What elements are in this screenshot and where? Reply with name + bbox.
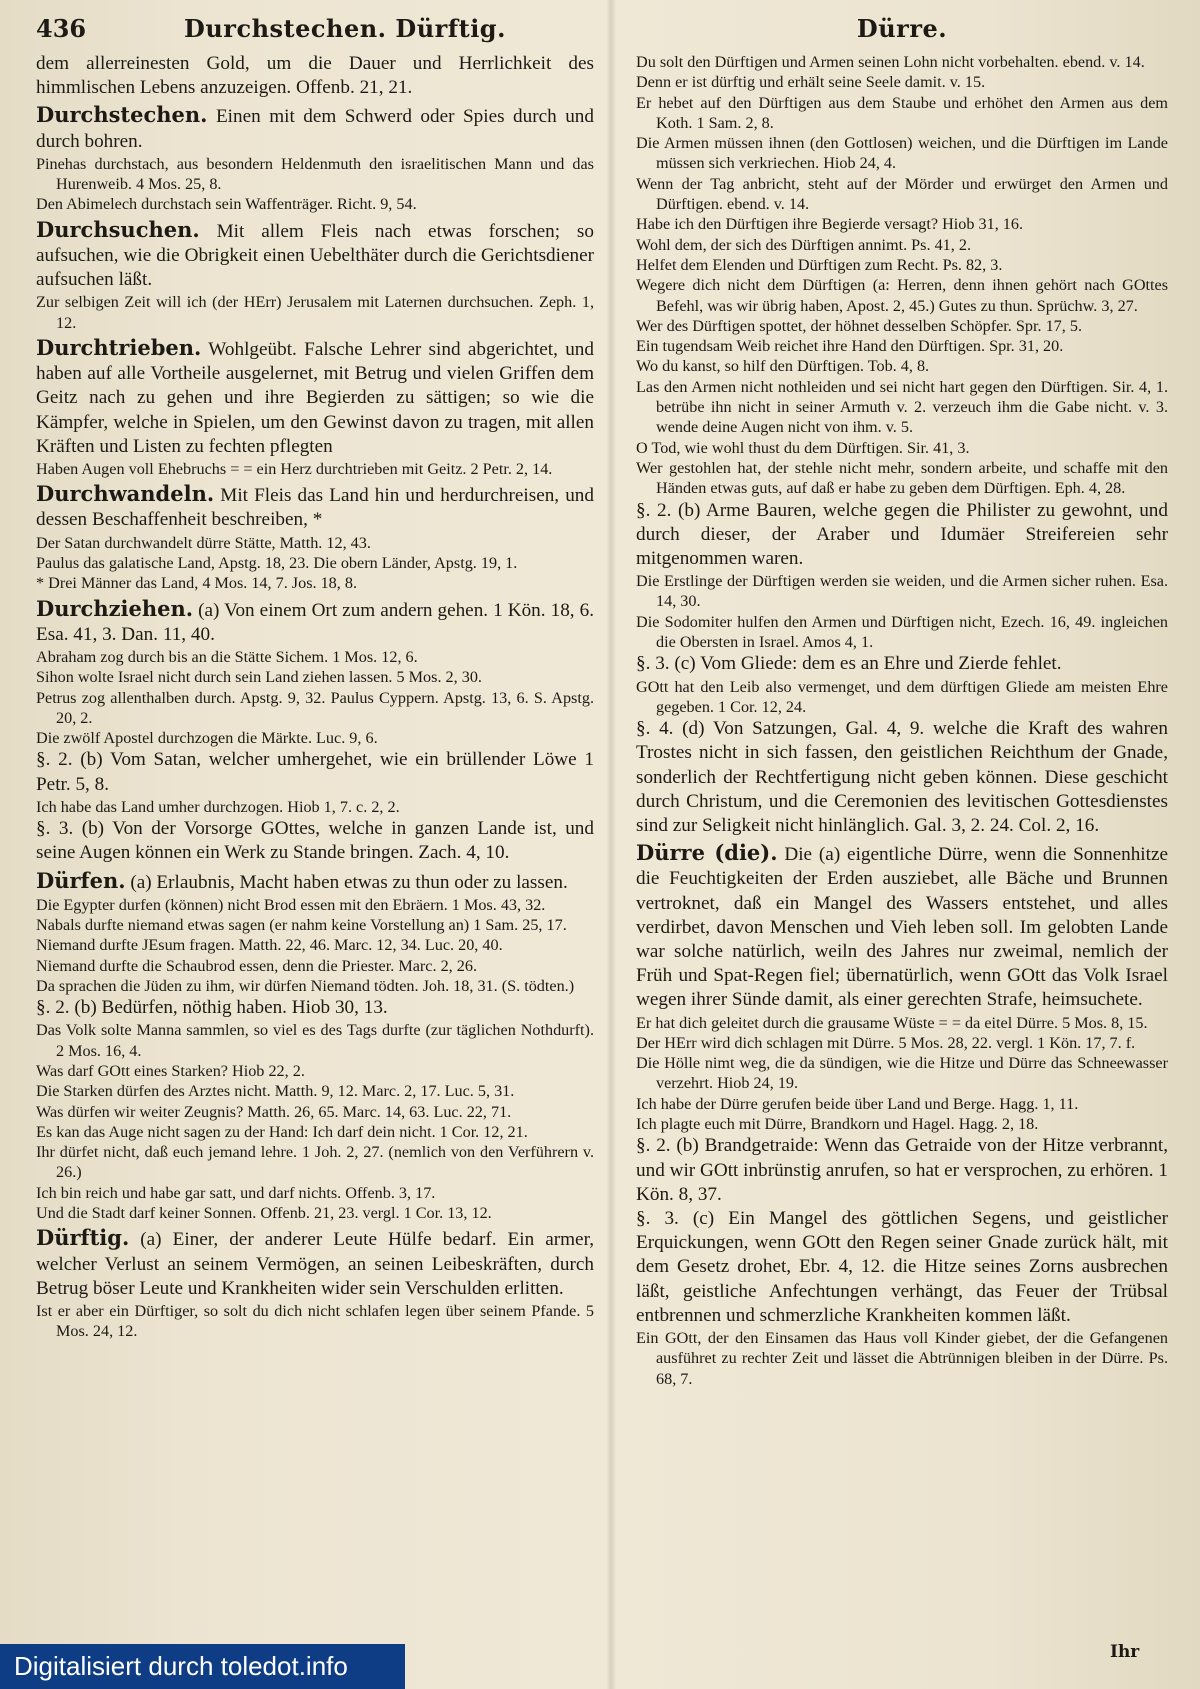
right-running-head: Dürre. bbox=[856, 14, 948, 43]
entry-paragraph: §. 4. (d) Von Satzungen, Gal. 4, 9. welche die Kraft des wahren Trostes nicht in sich fassen, den geistlichen Reichthum der Gnade, sonderlich der Rechtfertigung nicht geben können. Diese geschicht durch Christum, und die Ceremonien des levitischen Gottesdienstes sind zur Seligkeit nicht hinlänglich. Gal. 3, 2. 24. Col. 2, 16. bbox=[636, 718, 1168, 836]
citation-line: Denn er ist dürftig und erhält seine Seele damit. v. 15. bbox=[636, 73, 986, 92]
left-column bbox=[36, 10, 594, 1342]
citation-line: Was dürfen wir weiter Zeugnis? Matth. 26, 65. Marc. 14, 63. Luc. 22, 71. bbox=[36, 1102, 512, 1121]
right-page-header bbox=[636, 10, 1168, 52]
citation-line: Er hat dich geleitet durch die grausame Wüste = = da eitel Dürre. 5 Mos. 8, 15. bbox=[636, 1013, 1148, 1032]
entry-definition: (a) Erlaubnis, Macht haben etwas zu thun oder zu lassen. bbox=[125, 871, 568, 893]
citation-line: Wegere dich nicht dem Dürftigen (a: Herren, denn ihnen gehört nach GOttes Befehl, was wir übrig haben, Apost. 2, 45.) Gutes zu thun. Sprüchw. 3, 27. bbox=[636, 276, 1168, 315]
dictionary-entry bbox=[636, 841, 1168, 1012]
citation-line: Die Starken dürfen des Arztes nicht. Matth. 9, 12. Marc. 2, 17. Luc. 5, 31. bbox=[36, 1082, 515, 1101]
entry-paragraph: §. 2. (b) Brandgetraide: Wenn das Getraide von der Hitze verbrannt, und wir GOtt inbrünstig anrufen, so hat er versprochen, zu erhören. 1 Kön. 8, 37. bbox=[636, 1135, 1168, 1205]
citation-line: Ist er aber ein Dürftiger, so solt du dich nicht schlafen legen über seinem Pfande. 5 Mos. 24, 12. bbox=[36, 1301, 594, 1341]
citation-line: Niemand durfte JEsum fragen. Matth. 22, 46. Marc. 12, 34. Luc. 20, 40. bbox=[36, 936, 503, 955]
citation-line: Habe ich den Dürftigen ihre Begierde versagt? Hiob 31, 16. bbox=[636, 215, 1024, 234]
citation-line: Wer gestohlen hat, der stehle nicht mehr, sondern arbeite, und schaffe mit den Händen etwas guts, auf daß er habe zu geben dem Dürftigen. Eph. 4, 28. bbox=[636, 458, 1168, 498]
citation-line: Der Satan durchwandelt dürre Stätte, Matth. 12, 43. bbox=[36, 533, 371, 552]
entry-definition: Wohlgeübt. Falsche Lehrer sind abgerichtet, und haben auf alle Vortheile ausgelernet, mit Betrug und vielen Griffen dem Geitz nach zu gehen und ihre Begierden zu sättigen; so wie die Kämpfer, welche in Spielen, um den Gewinst davon zu tragen, mit allen Kräften und Listen zu fechten pflegten bbox=[36, 338, 594, 457]
entry-definition: (a) Einer, der anderer Leute Hülfe bedarf. Ein armer, welcher Verlust an seinem Vermögen, an seinen Leibeskräften, durch Betrug böser Leute und Krankheiten wider sein Verschulden erlitten. bbox=[36, 1229, 594, 1299]
citation-line: Abraham zog durch bis an die Stätte Sichem. 1 Mos. 12, 6. bbox=[36, 647, 418, 666]
citation-line: Sihon wolte Israel nicht durch sein Land ziehen lassen. 5 Mos. 2, 30. bbox=[36, 668, 482, 687]
citation-line: Und die Stadt darf keiner Sonnen. Offenb. 21, 23. vergl. 1 Cor. 13, 12. bbox=[36, 1204, 492, 1223]
left-running-head: Durchstechen. Dürftig. bbox=[184, 14, 506, 43]
citation-line: Ein tugendsam Weib reichet ihre Hand den Dürftigen. Spr. 31, 20. bbox=[636, 337, 1064, 356]
citation-line: Zur selbigen Zeit will ich (der HErr) Jerusalem mit Laternen durchsuchen. Zeph. 1, 12. bbox=[36, 293, 594, 332]
entry-paragraph: dem allerreinesten Gold, um die Dauer und Herrlichkeit des himmlischen Lebens anzuzeigen. Offenb. 21, 21. bbox=[36, 53, 594, 99]
citation-line: Die zwölf Apostel durchzogen die Märkte. Luc. 9, 6. bbox=[36, 729, 378, 748]
catchword: Ihr bbox=[1110, 1642, 1140, 1662]
dictionary-entry bbox=[36, 869, 594, 895]
entry-definition: Mit allem Fleis nach etwas forschen; so aufsuchen, wie die Obrigkeit einen Uebelthäter durch die Gerichtsdiener aufsuchen läßt. bbox=[36, 220, 594, 291]
citation-line: Paulus das galatische Land, Apstg. 18, 23. Die obern Länder, Apstg. 19, 1. bbox=[36, 553, 518, 572]
entry-headword: Durchstechen. bbox=[36, 102, 208, 128]
citation-line: * Drei Männer das Land, 4 Mos. 14, 7. Jos. 18, 8. bbox=[36, 574, 358, 593]
citation-line: Die Erstlinge der Dürftigen werden sie weiden, und die Armen sicher ruhen. Esa. 14, 30. bbox=[636, 572, 1168, 611]
entry-definition: Die (a) eigentliche Dürre, wenn die Sonnenhitze die Feuchtigkeiten der Erden ausziebet, alle Bäche und Brunnen vertroknet, daß ein Mangel des Wassers entstehet, und alles verdirbet, davon Menschen und Vieh leben soll. Im gelobten Lande war solche natürlich, weiln des Jahres nur zweimal, nemlich der Früh und Spat-Regen fiel; übernatürlich, wenn GOtt das Volk Israel wegen ihrer Sünde damit, als einer gerechten Strafe, heimsuchete. bbox=[636, 844, 1168, 1011]
citation-line: Petrus zog allenthalben durch. Apstg. 9, 32. Paulus Cyppern. Apstg. 13, 6. S. Apstg. 20, 2. bbox=[36, 688, 594, 727]
entry-paragraph: §. 2. (b) Vom Satan, welcher umhergehet, wie ein brüllender Löwe 1 Petr. 5, 8. bbox=[36, 749, 594, 795]
right-entries bbox=[636, 52, 1168, 1389]
citation-line: Du solt den Dürftigen und Armen seinen Lohn nicht vorbehalten. ebend. v. 14. bbox=[636, 53, 1145, 71]
column-gutter bbox=[606, 0, 616, 1689]
citation-line: O Tod, wie wohl thust du dem Dürftigen. Sir. 41, 3. bbox=[636, 438, 970, 457]
citation-line: Helfet dem Elenden und Dürftigen zum Recht. Ps. 82, 3. bbox=[636, 255, 1003, 274]
citation-line: Pinehas durchstach, aus besondern Heldenmuth den israelitischen Mann und das Hurenweib. 4 Mos. 25, 8. bbox=[36, 154, 594, 194]
entry-headword: Dürftig. bbox=[36, 1225, 130, 1251]
citation-line: Niemand durfte die Schaubrod essen, denn die Priester. Marc. 2, 26. bbox=[36, 956, 477, 975]
dictionary-entry bbox=[36, 103, 594, 153]
citation-line: Die Hölle nimt weg, die da sündigen, wie die Hitze und Dürre das Schneewasser verzehrt. Hiob 24, 19. bbox=[636, 1054, 1168, 1093]
entry-headword: Durchsuchen. bbox=[36, 216, 200, 242]
entry-paragraph: §. 2. (b) Arme Bauren, welche gegen die Philister zu gewohnt, und durch dieser, der Araber und Idumäer Streifereien sehr mitgenommen waren. bbox=[636, 499, 1168, 569]
citation-line: Den Abimelech durchstach sein Waffenträger. Richt. 9, 54. bbox=[36, 195, 417, 214]
citation-line: Las den Armen nicht nothleiden und sei nicht hart gegen den Dürftigen. Sir. 4, 1. betrübe ihn nicht in seiner Armuth v. 2. verzeuch ihm die Gabe nicht. v. 3. wende deine Augen nicht von ihm. v. 5. bbox=[636, 377, 1168, 437]
citation-line: Es kan das Auge nicht sagen zu der Hand: Ich darf dein nicht. 1 Cor. 12, 21. bbox=[36, 1122, 528, 1141]
entry-paragraph: §. 3. (b) Von der Vorsorge GOttes, welche in ganzen Lande ist, und seine Augen können ein Werk zu Stande bringen. Zach. 4, 10. bbox=[36, 818, 594, 864]
entry-headword: Dürre (die). bbox=[636, 840, 778, 866]
page-number: 436 bbox=[36, 14, 87, 43]
left-entries bbox=[36, 52, 594, 1342]
citation-line: Er hebet auf den Dürftigen aus dem Staube und erhöhet den Armen aus dem Koth. 1 Sam. 2, 8. bbox=[636, 93, 1168, 132]
entry-headword: Dürfen. bbox=[36, 867, 126, 893]
dictionary-entry bbox=[36, 597, 594, 647]
citation-line: Die Sodomiter hulfen den Armen und Dürftigen nicht, Ezech. 16, 49. ingleichen die Obersten in Israel. Amos 4, 1. bbox=[636, 612, 1168, 652]
citation-line: Wo du kanst, so hilf den Dürftigen. Tob. 4, 8. bbox=[636, 357, 930, 376]
citation-line: Die Armen müssen ihnen (den Gottlosen) weichen, und die Dürftigen im Lande müssen sich verkriechen. Hiob 24, 4. bbox=[636, 134, 1168, 173]
digitization-credit-link[interactable]: Digitalisiert durch toledot.info bbox=[14, 1651, 348, 1681]
citation-line: Der HErr wird dich schlagen mit Dürre. 5 Mos. 28, 22. vergl. 1 Kön. 17, 7. f. bbox=[636, 1033, 1136, 1052]
citation-line: Wohl dem, der sich des Dürftigen annimt. Ps. 41, 2. bbox=[636, 235, 971, 254]
citation-line: Ihr dürfet nicht, daß euch jemand lehre. 1 Joh. 2, 27. (nemlich von den Verführern v. 26.) bbox=[36, 1143, 594, 1182]
citation-line: Da sprachen die Jüden zu ihm, wir dürfen Niemand tödten. Joh. 18, 31. (S. tödten.) bbox=[36, 976, 575, 995]
dictionary-entry bbox=[36, 1226, 594, 1301]
citation-line: Haben Augen voll Ehebruchs = = ein Herz durchtrieben mit Geitz. 2 Petr. 2, 14. bbox=[36, 459, 553, 478]
citation-line: Das Volk solte Manna sammlen, so viel es des Tags durfte (zur täglichen Nothdurft). 2 Mos. 16, 4. bbox=[36, 1021, 594, 1060]
citation-line: Wer des Dürftigen spottet, der höhnet desselben Schöpfer. Spr. 17, 5. bbox=[636, 316, 1083, 335]
citation-line: Die Egypter durfen (können) nicht Brod essen mit den Ebräern. 1 Mos. 43, 32. bbox=[36, 895, 546, 914]
citation-line: GOtt hat den Leib also vermenget, und dem dürftigen Gliede am meisten Ehre gegeben. 1 Cor. 12, 24. bbox=[636, 677, 1168, 716]
entry-headword: Durchtrieben. bbox=[36, 334, 202, 360]
citation-line: Ich bin reich und habe gar satt, und darf nichts. Offenb. 3, 17. bbox=[36, 1183, 436, 1202]
citation-line: Ein GOtt, der den Einsamen das Haus voll Kinder giebet, der die Gefangenen ausführet zu rechter Zeit und lässet die Abtrünnigen bleiben in der Dürre. Ps. 68, 7. bbox=[636, 1328, 1168, 1388]
entry-definition: Mit Fleis das Land hin und herdurchreisen, und dessen Beschaffenheit beschreiben, * bbox=[36, 485, 594, 531]
entry-paragraph: §. 3. (c) Vom Gliede: dem es an Ehre und Zierde fehlet. bbox=[636, 653, 1062, 675]
citation-line: Ich plagte euch mit Dürre, Brandkorn und Hagel. Hagg. 2, 18. bbox=[636, 1115, 1039, 1134]
citation-line: Was darf GOtt eines Starken? Hiob 22, 2. bbox=[36, 1062, 305, 1080]
entry-headword: Durchziehen. bbox=[36, 595, 194, 621]
left-page-header bbox=[36, 10, 594, 52]
entry-paragraph: §. 2. (b) Bedürfen, nöthig haben. Hiob 30, 13. bbox=[36, 997, 388, 1019]
dictionary-entry bbox=[36, 482, 594, 532]
entry-paragraph: §. 3. (c) Ein Mangel des göttlichen Segens, und geistlicher Erquickungen, wenn GOtt den Regen seiner Gnade zurück hält, mit dem Gesetz drohet, Ebr. 4, 12. die Hitze seines Zorns ausbrechen läßt, geistliche Anfechtungen verhängt, das Feuer der Trübsal entbrennen und schmerzliche Krankheiten kommen läßt. bbox=[636, 1207, 1168, 1326]
entry-headword: Durchwandeln. bbox=[36, 481, 215, 507]
citation-line: Ich habe der Dürre gerufen beide über Land und Berge. Hagg. 1, 11. bbox=[636, 1094, 1079, 1113]
citation-line: Wenn der Tag anbricht, steht auf der Mörder und erwürget den Armen und Dürftigen. ebend. v. 14. bbox=[636, 174, 1168, 214]
citation-line: Ich habe das Land umher durchzogen. Hiob 1, 7. c. 2, 2. bbox=[36, 797, 400, 816]
citation-line: Nabals durfte niemand etwas sagen (er nahm keine Vorstellung an) 1 Sam. 25, 17. bbox=[36, 916, 567, 935]
entry-definition: Einen mit dem Schwerd oder Spies durch und durch bohren. bbox=[36, 106, 594, 152]
dictionary-entry bbox=[36, 336, 594, 459]
entry-definition: (a) Von einem Ort zum andern gehen. 1 Kön. 18, 6. Esa. 41, 3. Dan. 11, 40. bbox=[36, 599, 594, 645]
right-column bbox=[636, 10, 1168, 1389]
dictionary-entry bbox=[36, 218, 594, 293]
